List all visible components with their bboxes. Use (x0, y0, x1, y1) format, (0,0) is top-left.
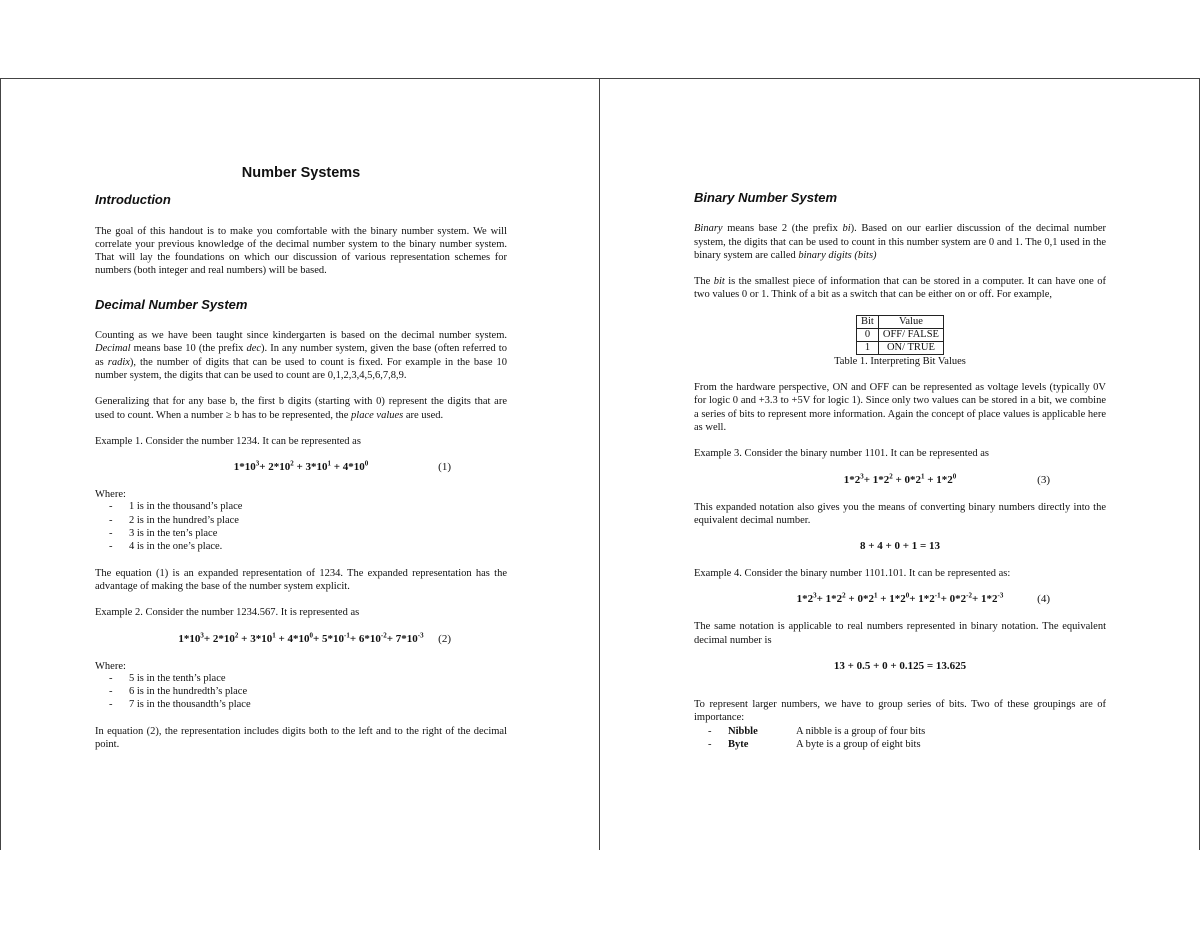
grouping-list (708, 725, 1106, 752)
table-row (857, 328, 944, 341)
table-header-cell: Bit (857, 315, 879, 328)
sum-1-expression: 8 + 4 + 0 + 1 = 13 (859, 540, 941, 553)
expanded-paragraph: This expanded notation also gives you the means of converting binary numbers directly into the equivalent decimal number. (694, 501, 1106, 526)
equation-3 (694, 471, 1106, 488)
hardware-paragraph: From the hardware perspective, ON and OFF can be represented as voltage levels (typically 0V for logic 0 and +3.3 to +5V for logic 1). Since only two values can be stored in a bit, we combine a series of bits to represent more information. Again the concept of place values is applicable here as well. (694, 382, 1106, 433)
equation-1-number: (1) (438, 461, 451, 474)
list-item: - 6 is in the hundredth’s place (109, 685, 507, 698)
list-item: - Byte A byte is a group of eight bits (708, 738, 1106, 751)
table-row (857, 341, 944, 354)
list-item: - 4 is in the one’s place. (109, 540, 507, 553)
document-title: Number Systems (241, 165, 361, 181)
grouping-paragraph: To represent larger numbers, we have to group series of bits. Two of these groupings are of importance: (694, 699, 1106, 724)
equation-1-paragraph: The equation (1) is an expanded representation of 1234. The expanded representation has the advantage of making the base of the number system explicit. (95, 567, 507, 592)
example-3-text: Example 3. Consider the binary number 1101. It can be represented as (694, 448, 989, 460)
where-2-label: Where: (95, 660, 126, 672)
binary-paragraph-2: The bit is the smallest piece of information that can be stored in a computer. It can have one of two values 0 or 1. Think of a bit as a switch that can be either on or off. For example, (694, 276, 1106, 301)
list-item: - Nibble A nibble is a group of four bits (708, 725, 1106, 738)
equation-4-expression: $1*2^3+ 1*2^2 + 0*2^1 + 1*2^0+ 1*2^{-1}+ 0*2^{-2}+ 1*2^{-3}$ (796, 591, 1004, 606)
example-2-text: Example 2. Consider the number 1234.567. It is represented as (95, 607, 360, 619)
document-spread (0, 78, 1200, 849)
example-1-text: Example 1. Consider the number 1234. It can be represented as (95, 435, 361, 447)
list-item: - 3 is in the ten’s place (109, 527, 507, 540)
page-left-content (95, 167, 507, 764)
equation-3-expression: $1*2^3+ 1*2^2 + 0*2^1 + 1*2^0$ (843, 471, 957, 486)
decimal-heading: Decimal Number System (95, 296, 248, 312)
page-right (600, 79, 1200, 850)
equation-3-number: (3) (1037, 473, 1050, 486)
equation-1-expression: $1*10^3+ 2*10^2 + 3*10^1 + 4*10^0$ (233, 459, 369, 474)
page-left (0, 79, 600, 850)
where-2-list (109, 672, 507, 712)
list-item: - 1 is in the thousand’s place (109, 500, 507, 513)
decimal-paragraph-2: Generalizing that for any base b, the first b digits (starting with 0) represent the digits that are used to count. When a number ≥ b has to be represented, the place values are used. (95, 396, 507, 421)
intro-paragraph: The goal of this handout is to make you comfortable with the binary number system. We will correlate your previous knowledge of the decimal number system to the binary number system. That will lay the foundations on which our discussion of various representation schemes for numbers (both integer and real numbers) will be based. (95, 225, 507, 277)
binary-paragraph-1: Binary means base 2 (the prefix bi). Based on our earlier discussion of the decimal number system, the digits that can be used to count in this number system are 0 and 1. The 0,1 used in the binary system are called binary digits (bits) (694, 223, 1106, 261)
equation-2 (95, 630, 507, 647)
binary-heading: Binary Number System (694, 190, 838, 205)
equation-2-expression: $1*10^3+ 2*10^2 + 3*10^1 + 4*10^0+ 5*10^{-1}+ 6*10^{-2}+ 7*10^{-3}$ (178, 630, 424, 645)
table-cell: ON/ TRUE (878, 341, 943, 354)
where-1-list (109, 500, 507, 553)
equation-4-number: (4) (1037, 593, 1050, 606)
sum-2 (694, 660, 1106, 674)
table-caption: Table 1. Interpreting Bit Values (834, 355, 966, 367)
table-header-cell: Value (878, 315, 943, 328)
list-item: - 5 is in the tenth’s place (109, 672, 507, 685)
intro-heading: Introduction (95, 192, 171, 208)
table-cell: 1 (857, 341, 879, 354)
table-cell: OFF/ FALSE (878, 328, 943, 341)
where-1-label: Where: (95, 489, 126, 501)
list-item: - 7 is in the thousandth’s place (109, 698, 507, 711)
bit-values-table (856, 315, 944, 355)
real-numbers-paragraph: The same notation is applicable to real numbers represented in binary notation. The equivalent decimal number is (694, 621, 1106, 646)
list-item: - 2 is in the hundred’s place (109, 514, 507, 527)
sum-1 (694, 540, 1106, 554)
equation-2-number: (2) (438, 632, 451, 645)
equation-1 (95, 461, 507, 475)
table-cell: 0 (857, 328, 879, 341)
page-right-content (694, 191, 1106, 751)
equation-2-paragraph: In equation (2), the representation includes digits both to the left and to the right of the decimal point. (95, 725, 507, 751)
table-header-row (857, 315, 944, 328)
equation-4 (694, 593, 1106, 607)
decimal-paragraph-1: Counting as we have been taught since kindergarten is based on the decimal number system. Decimal means base 10 (the prefix dec). In any number system, given the base (often referred to as radix), the number of digits that can be used to count is fixed. For example in the base 10 number system, the digits that can be used to count are 0,1,2,3,4,5,6,7,8,9. (95, 330, 507, 381)
sum-2-expression: 13 + 0.5 + 0 + 0.125 = 13.625 (833, 660, 967, 673)
example-4-text: Example 4. Consider the binary number 1101.101. It can be represented as: (694, 568, 1011, 580)
